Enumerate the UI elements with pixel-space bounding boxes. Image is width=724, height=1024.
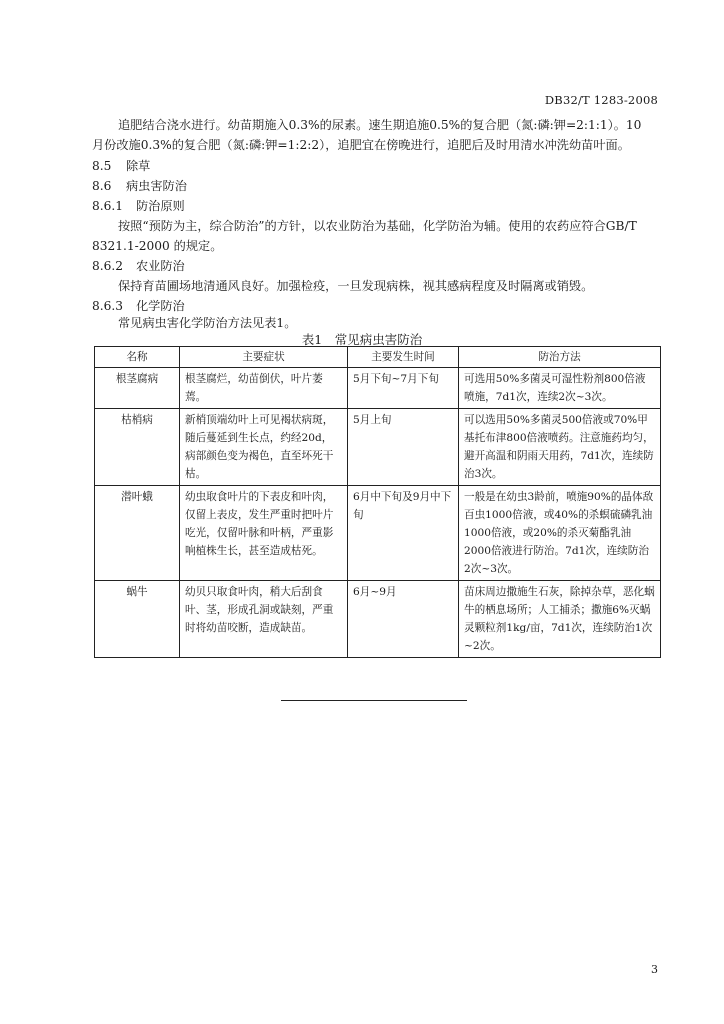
cell-time: 5月下旬~7月下旬	[348, 368, 459, 409]
header-method: 防治方法	[459, 347, 661, 368]
cell-symptom: 新梢顶端幼叶上可见褐状病斑，随后蔓延到生长点，约经20d，病部颜色变为褐色，直至坏死干枯。	[180, 409, 348, 486]
cell-name: 根茎腐病	[95, 368, 180, 409]
section-8-6-2	[92, 257, 185, 276]
pest-control-table	[94, 346, 661, 658]
cell-method: 可以选用50%多菌灵500倍液或70%甲基托布津800倍液喷药。注意施药均匀，避开高温和阴雨天用药，7d1次，连续防治3次。	[459, 409, 661, 486]
cell-time: 5月上旬	[348, 409, 459, 486]
header-name: 名称	[95, 347, 180, 368]
cell-name: 潜叶蛾	[95, 486, 180, 581]
document-code: DB32/T 1283-2008	[544, 93, 658, 107]
section-number: 8.6.1	[92, 199, 124, 213]
section-title: 化学防治	[136, 299, 185, 313]
table-caption: 表1 常见病虫害防治	[301, 332, 423, 347]
cell-name: 枯梢病	[95, 409, 180, 486]
agri-control-text: 保持育苗圃场地清通风良好。加强检疫，一旦发现病株，视其感病程度及时隔离或销毁。	[118, 279, 594, 293]
section-title: 防治原则	[136, 199, 185, 213]
table-row	[95, 368, 661, 409]
section-title: 农业防治	[136, 259, 185, 273]
cell-method: 一般是在幼虫3龄前，喷施90%的晶体敌百虫1000倍液，或40%的杀螟硫磷乳油1000倍液，或20%的杀灭菊酯乳油2000倍液进行防治。7d1次，连续防治2次~3次。	[459, 486, 661, 581]
section-8-6	[92, 177, 187, 196]
end-rule	[281, 700, 467, 701]
header-symptom: 主要症状	[180, 347, 348, 368]
table-header-row	[95, 347, 661, 368]
chem-control-text: 常见病虫害化学防治方法见表1。	[118, 316, 297, 330]
table-row	[95, 486, 661, 581]
section-number: 8.6.3	[92, 299, 124, 313]
table-row	[95, 581, 661, 658]
cell-symptom: 根茎腐烂，幼苗倒伏，叶片萎蔫。	[180, 368, 348, 409]
section-8-5	[92, 157, 150, 176]
fertilize-text-line-1: 追肥结合浇水进行。幼苗期施入0.3%的尿素。速生期追施0.5%的复合肥（氮:磷:钾=2:1:1）。10	[118, 118, 642, 132]
page-number: 3	[651, 963, 658, 976]
principle-text-line-2: 8321.1-2000 的规定。	[92, 239, 223, 253]
section-8-6-1	[92, 197, 185, 216]
cell-time: 6月~9月	[348, 581, 459, 658]
section-number: 8.6.2	[92, 259, 124, 273]
cell-name: 蜗牛	[95, 581, 180, 658]
cell-symptom: 幼虫取食叶片的下表皮和叶肉，仅留上表皮，发生严重时把叶片吃光，仅留叶脉和叶柄，严重影响植株生长，甚至造成枯死。	[180, 486, 348, 581]
section-number: 8.5	[92, 159, 112, 173]
principle-text-line-1: 按照“预防为主，综合防治”的方针，以农业防治为基础，化学防治为辅。使用的农药应符合GB/T	[118, 219, 637, 233]
fertilize-text-line-2: 月份改施0.3%的复合肥（氮:磷:钾=1:2:2），追肥宜在傍晚进行，追肥后及时用清水冲洗幼苗叶面。	[92, 138, 630, 152]
cell-time: 6月中下旬及9月中下旬	[348, 486, 459, 581]
table-row	[95, 409, 661, 486]
section-title: 除草	[126, 159, 151, 173]
cell-method: 可选用50%多菌灵可湿性粉剂800倍液喷施，7d1次，连续2次~3次。	[459, 368, 661, 409]
header-time: 主要发生时间	[348, 347, 459, 368]
section-number: 8.6	[92, 179, 112, 193]
section-title: 病虫害防治	[126, 179, 187, 193]
cell-method: 苗床周边撒施生石灰，除掉杂草，恶化蜗牛的栖息场所；人工捕杀；撒施6%灭蜗灵颗粒剂1kg/亩，7d1次，连续防治1次~2次。	[459, 581, 661, 658]
cell-symptom: 幼贝只取食叶肉，稍大后刮食叶、茎，形成孔洞或缺刻，严重时将幼苗咬断，造成缺苗。	[180, 581, 348, 658]
